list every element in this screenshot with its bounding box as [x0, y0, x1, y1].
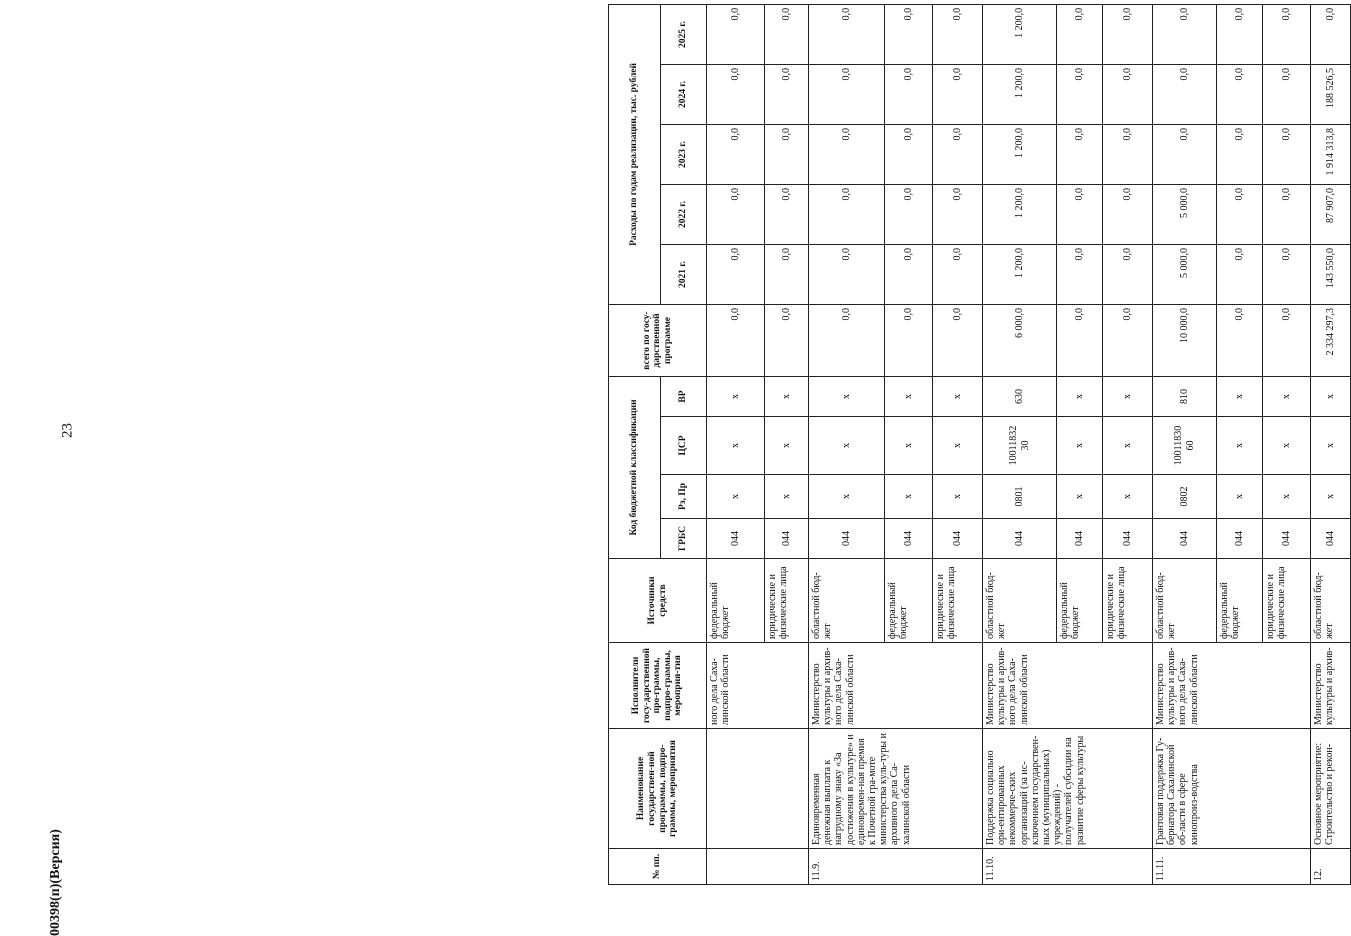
rzpr-cell: 0802: [1153, 475, 1217, 519]
rzpr-cell: 0801: [983, 475, 1057, 519]
vr-cell: x: [1103, 376, 1153, 416]
csr-cell: x: [1217, 417, 1263, 475]
year-value-cell: 0,0: [765, 244, 809, 304]
year-value-cell: 0,0: [707, 64, 765, 124]
grbs-cell: 044: [1103, 519, 1153, 559]
document-code: 00398(п)(Версия): [48, 829, 63, 936]
table-row: [983, 4, 1057, 884]
year-value-cell: 0,0: [707, 124, 765, 184]
source-cell: юридические и физические лица: [1103, 559, 1153, 643]
header-year-2024: 2024 г.: [661, 64, 707, 124]
item-number-cell: 11.10.: [983, 849, 1153, 885]
header-executors: Исполнители госу-дарственной про-граммы, подпро-граммы, мероприя-тия: [609, 643, 707, 729]
year-value-cell: 0,0: [1103, 4, 1153, 64]
csr-cell: x: [809, 417, 885, 475]
header-sources: Источники средств: [609, 559, 707, 643]
item-name-cell: Поддержка социально ори-ентированных некоммерче-ских организаций (за ис-ключением государствен-ных (муниципальных) учреждений) - получателей субсидии на развитие сферы культуры: [983, 729, 1153, 849]
total-cell: 0,0: [1263, 304, 1311, 376]
year-value-cell: 0,0: [885, 184, 933, 244]
year-value-cell: 0,0: [1153, 124, 1217, 184]
rzpr-cell: x: [933, 475, 983, 519]
csr-cell: x: [1057, 417, 1103, 475]
year-value-cell: 0,0: [809, 124, 885, 184]
year-value-cell: 0,0: [1057, 124, 1103, 184]
year-value-cell: 0,0: [1263, 184, 1311, 244]
rzpr-cell: x: [809, 475, 885, 519]
grbs-cell: 044: [809, 519, 885, 559]
source-cell: областной бюд-жет: [1311, 559, 1351, 643]
year-value-cell: 188 526,5: [1311, 64, 1351, 124]
year-value-cell: 0,0: [1057, 184, 1103, 244]
source-cell: федеральный бюджет: [1057, 559, 1103, 643]
grbs-cell: 044: [885, 519, 933, 559]
year-value-cell: 0,0: [1103, 124, 1153, 184]
header-rzpr: Рз, Пр: [661, 475, 707, 519]
grbs-cell: 044: [983, 519, 1057, 559]
grbs-cell: 044: [933, 519, 983, 559]
year-value-cell: 0,0: [885, 64, 933, 124]
year-value-cell: 0,0: [707, 4, 765, 64]
year-value-cell: 0,0: [885, 124, 933, 184]
table-body: [707, 4, 1351, 884]
year-value-cell: 0,0: [1153, 4, 1217, 64]
year-value-cell: 0,0: [933, 244, 983, 304]
item-name-cell: Основное мероприятие: Строительство и рекон-: [1311, 729, 1351, 849]
source-cell: юридические и физические лица: [1263, 559, 1311, 643]
executor-cell: ного дела Саха-линской области: [707, 643, 809, 729]
total-cell: 0,0: [707, 304, 765, 376]
csr-cell: x: [933, 417, 983, 475]
year-value-cell: 0,0: [1103, 244, 1153, 304]
item-name-cell: [707, 729, 809, 849]
year-value-cell: 0,0: [1263, 4, 1311, 64]
year-value-cell: 5 000,0: [1153, 184, 1217, 244]
vr-cell: x: [1263, 376, 1311, 416]
rotated-table-container: [608, 5, 1336, 885]
year-value-cell: 0,0: [885, 4, 933, 64]
rzpr-cell: x: [1217, 475, 1263, 519]
year-value-cell: 0,0: [1103, 184, 1153, 244]
header-year-2023: 2023 г.: [661, 124, 707, 184]
item-number-cell: 11.11.: [1153, 849, 1311, 885]
year-value-cell: 1 200,0: [983, 244, 1057, 304]
year-value-cell: 1 200,0: [983, 4, 1057, 64]
header-vr: ВР: [661, 376, 707, 416]
total-cell: 0,0: [1057, 304, 1103, 376]
csr-cell: x: [1311, 417, 1351, 475]
year-value-cell: 0,0: [1153, 64, 1217, 124]
item-number-cell: 11.9.: [809, 849, 983, 885]
year-value-cell: 0,0: [885, 244, 933, 304]
header-total: всего по госу-дарственной программе: [609, 304, 707, 376]
item-name-cell: Грантовая поддержка Гу-бернатора Сахалинской об-ласти в сфере кинопроиз-водства: [1153, 729, 1311, 849]
year-value-cell: 1 200,0: [983, 124, 1057, 184]
year-value-cell: 143 550,0: [1311, 244, 1351, 304]
total-cell: 0,0: [1217, 304, 1263, 376]
vr-cell: x: [707, 376, 765, 416]
executor-cell: Министерство культуры и архив-ного дела Саха-линской области: [1153, 643, 1311, 729]
csr-cell: x: [1263, 417, 1311, 475]
grbs-cell: 044: [1217, 519, 1263, 559]
year-value-cell: 1 914 313,8: [1311, 124, 1351, 184]
year-value-cell: 0,0: [809, 244, 885, 304]
csr-cell: 10011830 60: [1153, 417, 1217, 475]
year-value-cell: 0,0: [765, 184, 809, 244]
year-value-cell: 1 200,0: [983, 64, 1057, 124]
vr-cell: x: [933, 376, 983, 416]
source-cell: федеральный бюджет: [1217, 559, 1263, 643]
year-value-cell: 1 200,0: [983, 184, 1057, 244]
rzpr-cell: x: [1263, 475, 1311, 519]
total-cell: 0,0: [809, 304, 885, 376]
source-cell: областной бюд-жет: [983, 559, 1057, 643]
vr-cell: 810: [1153, 376, 1217, 416]
vr-cell: x: [1311, 376, 1351, 416]
header-csr: ЦСР: [661, 417, 707, 475]
executor-cell: Министерство культуры и архив-ного дела Саха-линской области: [983, 643, 1153, 729]
rzpr-cell: x: [765, 475, 809, 519]
vr-cell: x: [1057, 376, 1103, 416]
vr-cell: x: [885, 376, 933, 416]
grbs-cell: 044: [707, 519, 765, 559]
year-value-cell: 0,0: [809, 64, 885, 124]
source-cell: федеральный бюджет: [885, 559, 933, 643]
vr-cell: x: [765, 376, 809, 416]
year-value-cell: 0,0: [1217, 4, 1263, 64]
csr-cell: x: [1103, 417, 1153, 475]
rzpr-cell: x: [1057, 475, 1103, 519]
vr-cell: x: [809, 376, 885, 416]
executor-cell: Министерство культуры и архив-: [1311, 643, 1351, 729]
year-value-cell: 0,0: [933, 64, 983, 124]
year-value-cell: 0,0: [1103, 64, 1153, 124]
page-number: 23: [59, 423, 76, 438]
source-cell: федеральный бюджет: [707, 559, 765, 643]
year-value-cell: 0,0: [1217, 124, 1263, 184]
year-value-cell: 0,0: [1057, 244, 1103, 304]
year-value-cell: 0,0: [765, 124, 809, 184]
year-value-cell: 0,0: [809, 184, 885, 244]
header-year-2021: 2021 г.: [661, 244, 707, 304]
year-value-cell: 0,0: [1263, 244, 1311, 304]
rzpr-cell: x: [1103, 475, 1153, 519]
rzpr-cell: x: [707, 475, 765, 519]
header-name: Наименование государствен-ной программы, подпро-граммы, мероприятия: [609, 729, 707, 849]
csr-cell: 10011832 30: [983, 417, 1057, 475]
source-cell: областной бюд-жет: [809, 559, 885, 643]
table-row: [707, 4, 765, 884]
table-row: [1311, 4, 1351, 884]
item-number-cell: 12.: [1311, 849, 1351, 885]
table-row: [809, 4, 885, 884]
rzpr-cell: x: [1311, 475, 1351, 519]
year-value-cell: 0,0: [1217, 244, 1263, 304]
csr-cell: x: [885, 417, 933, 475]
csr-cell: x: [707, 417, 765, 475]
csr-cell: x: [765, 417, 809, 475]
year-value-cell: 0,0: [1263, 124, 1311, 184]
vr-cell: 630: [983, 376, 1057, 416]
year-value-cell: 0,0: [1217, 64, 1263, 124]
rzpr-cell: x: [885, 475, 933, 519]
source-cell: юридические и физические лица: [765, 559, 809, 643]
header-expenses: Расходы по годам реализации, тыс. рублей: [609, 4, 661, 304]
source-cell: юридические и физические лица: [933, 559, 983, 643]
year-value-cell: 0,0: [707, 184, 765, 244]
year-value-cell: 0,0: [1057, 64, 1103, 124]
year-value-cell: 0,0: [1311, 4, 1351, 64]
item-name-cell: Единовременная денежная выплата к нагрудному знаку «За достижения в культуре» и единовремен-ная премия к Почетной гра-моте министерства куль-туры и архивного дела Са-халинской области: [809, 729, 983, 849]
year-value-cell: 0,0: [1057, 4, 1103, 64]
year-value-cell: 5 000,0: [1153, 244, 1217, 304]
header-year-2022: 2022 г.: [661, 184, 707, 244]
year-value-cell: 0,0: [765, 64, 809, 124]
total-cell: 10 000,0: [1153, 304, 1217, 376]
grbs-cell: 044: [765, 519, 809, 559]
year-value-cell: 0,0: [933, 184, 983, 244]
total-cell: 0,0: [1103, 304, 1153, 376]
grbs-cell: 044: [1057, 519, 1103, 559]
year-value-cell: 0,0: [933, 4, 983, 64]
expenses-table: [608, 4, 1351, 885]
item-number-cell: [707, 849, 809, 885]
header-num: № пп.: [609, 849, 707, 885]
grbs-cell: 044: [1311, 519, 1351, 559]
year-value-cell: 0,0: [707, 244, 765, 304]
grbs-cell: 044: [1263, 519, 1311, 559]
year-value-cell: 0,0: [1263, 64, 1311, 124]
total-cell: 0,0: [885, 304, 933, 376]
executor-cell: Министерство культуры и архив-ного дела Саха-линской области: [809, 643, 983, 729]
source-cell: областной бюд-жет: [1153, 559, 1217, 643]
year-value-cell: 0,0: [1217, 184, 1263, 244]
total-cell: 2 334 297,3: [1311, 304, 1351, 376]
total-cell: 6 000,0: [983, 304, 1057, 376]
table-row: [1153, 4, 1217, 884]
grbs-cell: 044: [1153, 519, 1217, 559]
year-value-cell: 0,0: [765, 4, 809, 64]
header-grbs: ГРБС: [661, 519, 707, 559]
vr-cell: x: [1217, 376, 1263, 416]
total-cell: 0,0: [933, 304, 983, 376]
header-year-2025: 2025 г.: [661, 4, 707, 64]
year-value-cell: 87 907,0: [1311, 184, 1351, 244]
year-value-cell: 0,0: [933, 124, 983, 184]
year-value-cell: 0,0: [809, 4, 885, 64]
header-budget-code: Код бюджетной классификации: [609, 376, 661, 558]
total-cell: 0,0: [765, 304, 809, 376]
